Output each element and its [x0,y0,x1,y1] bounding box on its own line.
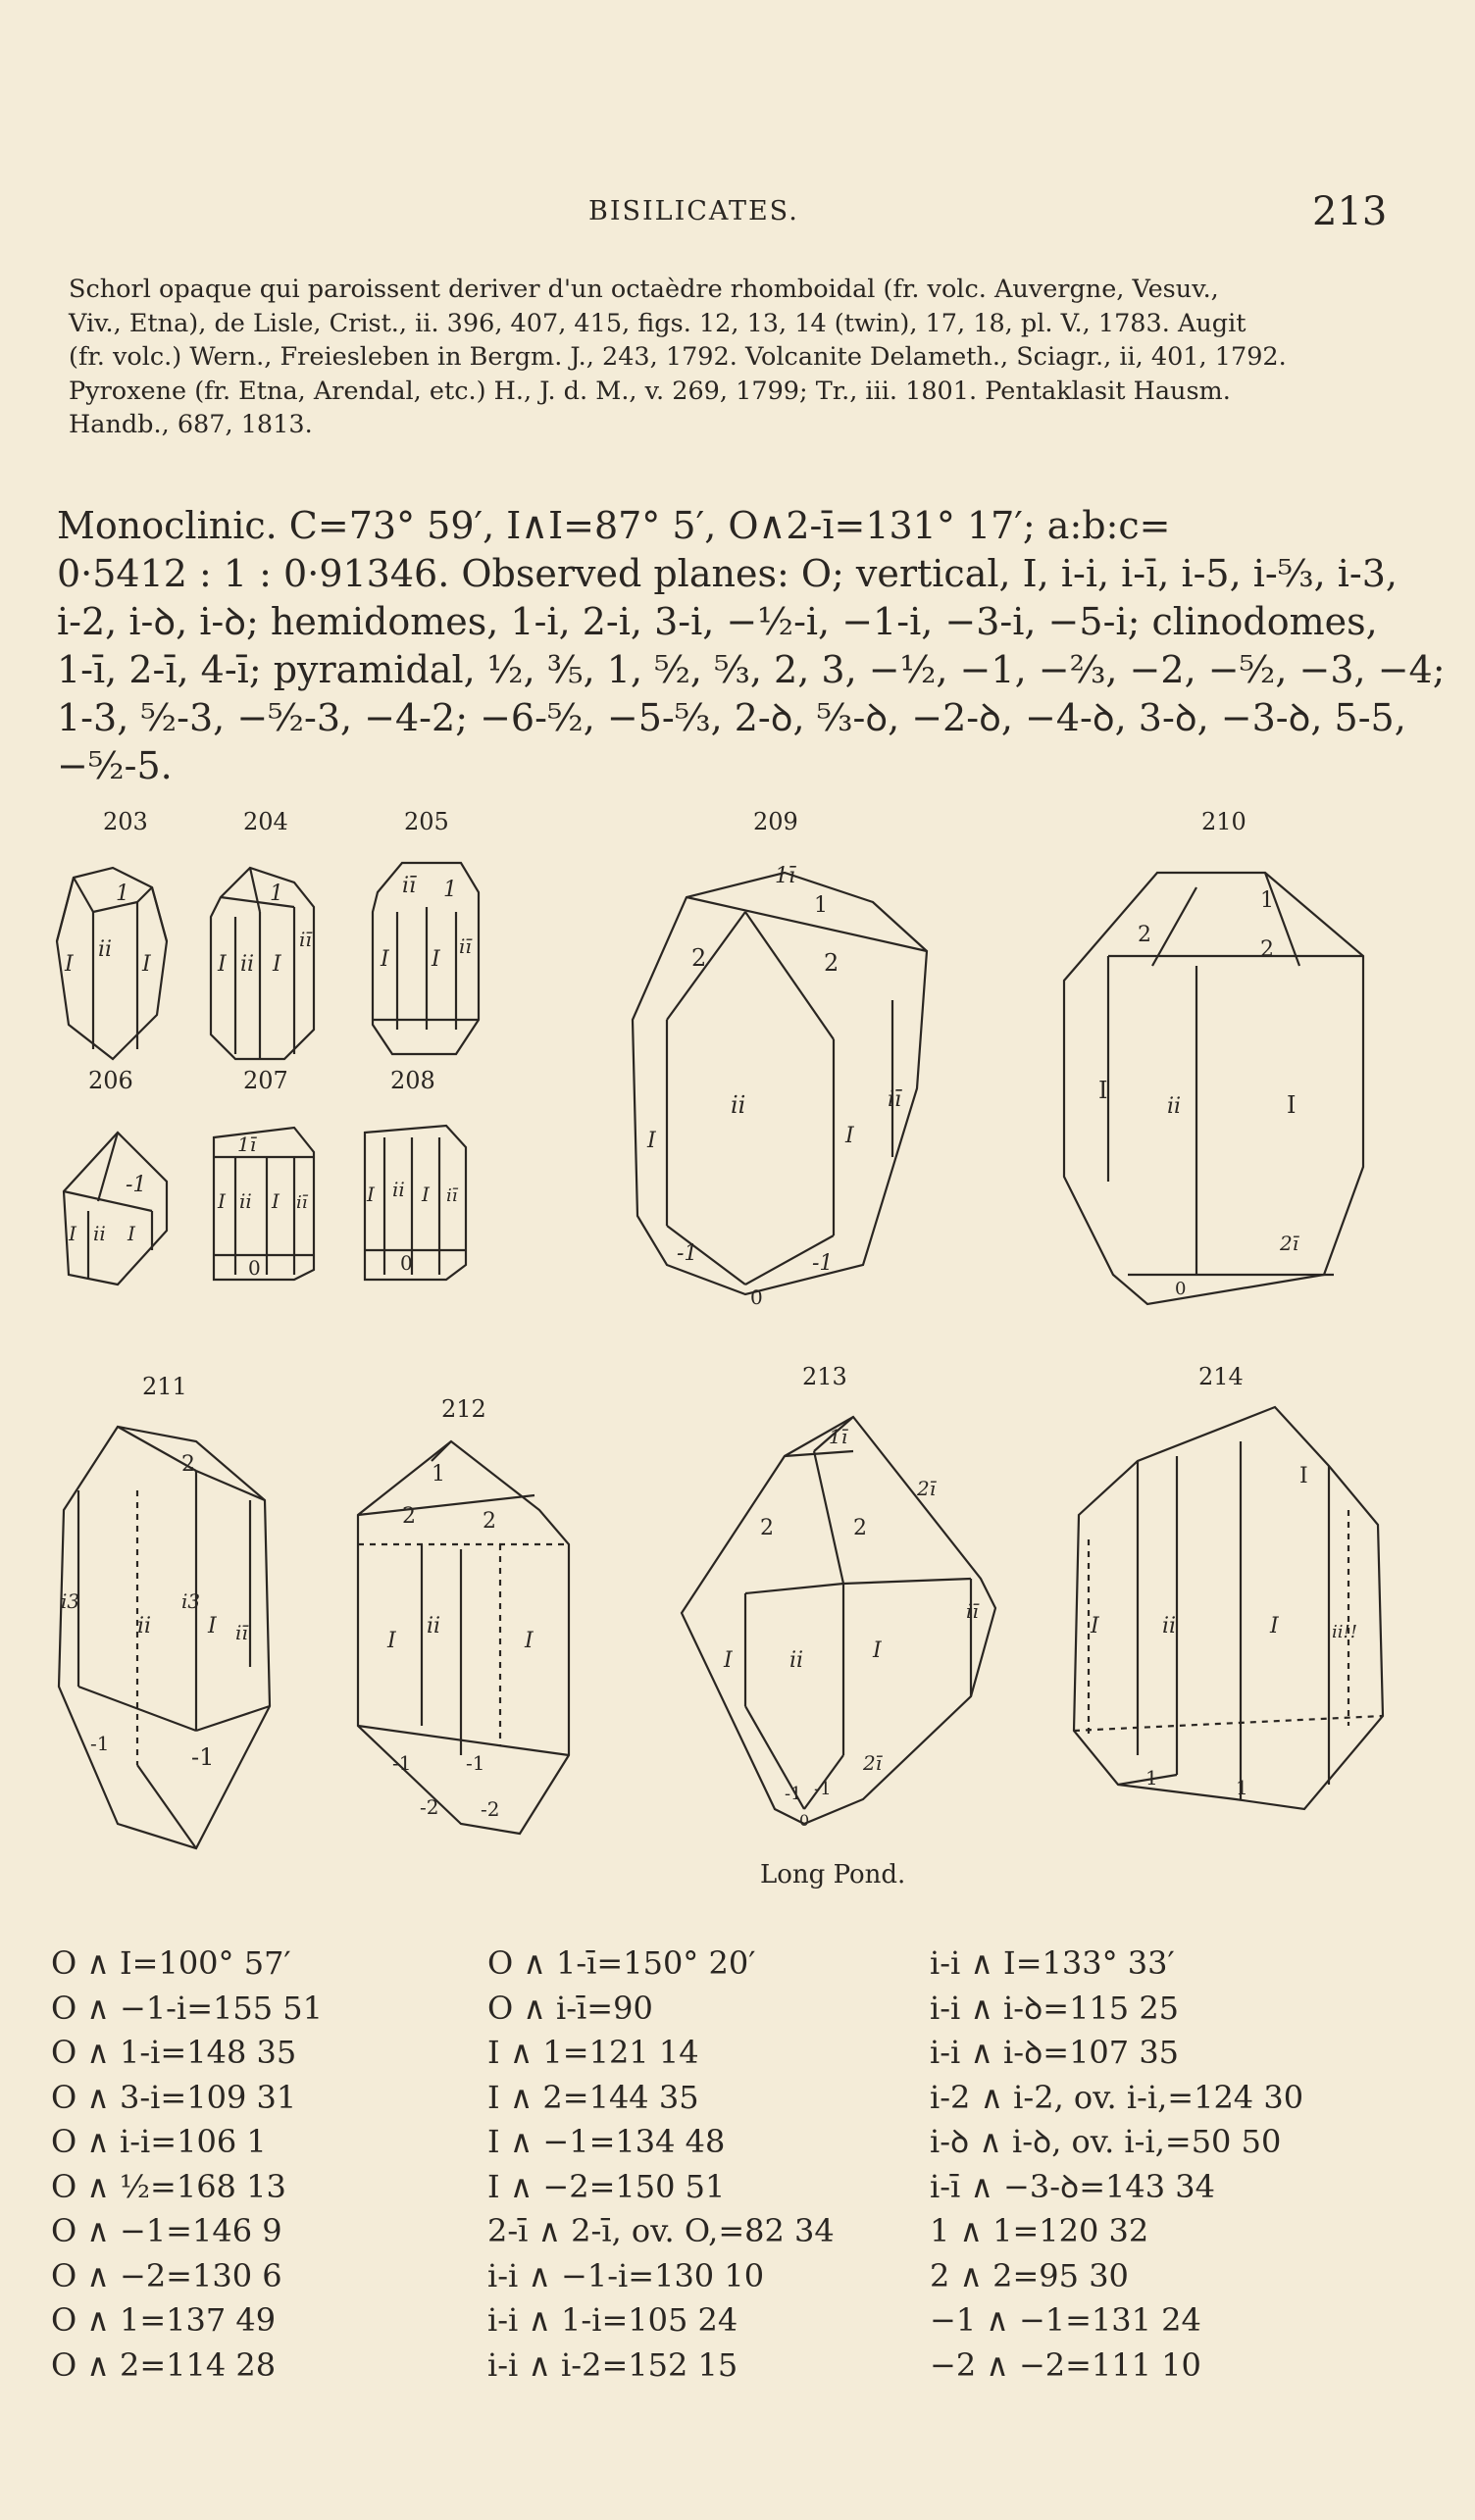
face-label: I [1270,1614,1279,1638]
angle-row: i-ī ∧ −3-ꝺ=143 34 [930,2167,1215,2205]
figure-204 [211,808,314,1059]
face-label: I [218,952,227,977]
figure-212 [358,1395,569,1834]
mono-line: 0·5412 : 1 : 0·91346. Observed planes: O; vertical, I, i-i, i-ī, i-5, i-⁵⁄₃, i-3, [57,552,1398,595]
face-label: -1 [392,1751,412,1775]
face-label: I [647,1129,656,1153]
angle-row: 1 ∧ 1=120 32 [930,2212,1149,2249]
face-label: -1 [126,1173,147,1197]
face-label: i3 [181,1589,201,1613]
angle-row: i-i ∧ i-ꝺ=107 35 [930,2034,1180,2071]
angle-row: O ∧ 3-i=109 31 [51,2078,297,2116]
intro-line: (fr. volc.) Wern., Freiesleben in Bergm. J., 243, 1792. Volcanite Delameth., Sciagr., ii, 401, 1792. [69,342,1287,372]
figure-213 [682,1363,995,1890]
face-label: 0 [1175,1279,1187,1299]
face-label: 1 [116,882,129,906]
face-label: I [1287,1091,1297,1119]
figure-number: 210 [1201,808,1246,835]
face-label: ii [392,1178,405,1201]
figure-209 [633,808,927,1309]
face-label: I [272,1189,280,1213]
page-number: 213 [1312,189,1388,234]
face-label: iī [402,874,417,898]
face-label: I [142,952,151,977]
intro-line: Viv., Etna), de Lisle, Crist., ii. 396, 407, 415, figs. 12, 13, 14 (twin), 17, 18, pl. V., 1783. Augit [69,308,1246,338]
figure-203 [57,808,167,1059]
face-label: 1 [443,878,457,902]
figure-206 [64,1067,167,1285]
face-label: I [208,1614,217,1638]
face-label: 2 [691,944,707,972]
figure-207 [214,1067,314,1280]
angle-row: I ∧ −1=134 48 [487,2123,726,2160]
face-label: 2 [181,1452,195,1477]
face-label: I [432,947,440,972]
face-label: ii [1167,1094,1182,1119]
face-label: iī [235,1621,248,1644]
face-label: 2ī [917,1477,937,1500]
angle-row: 2 ∧ 2=95 30 [930,2256,1129,2294]
angle-row: O ∧ ½=168 13 [51,2167,286,2205]
face-label: I [845,1124,854,1148]
angle-row: O ∧ 1-i=148 35 [51,2034,297,2071]
figure-210 [1064,808,1363,1304]
face-label: 1 [1260,888,1274,913]
angle-row: O ∧ 1-ī=150° 20′ [487,1944,756,1982]
angle-row: i-2 ∧ i-2, ov. i-i,=124 30 [930,2078,1304,2116]
figure-number: 208 [390,1067,435,1094]
mono-line: Monoclinic. C=73° 59′, I∧I=87° 5′, O∧2-ī=131° 17′; a:b:c= [57,504,1171,547]
angle-row: i-i ∧ 1-i=105 24 [487,2301,738,2339]
face-label: 1ī [829,1425,848,1448]
face-label: 2 [853,1516,867,1540]
angle-row: i-ꝺ ∧ i-ꝺ, ov. i-i,=50 50 [930,2123,1282,2160]
face-label: 2 [402,1504,416,1529]
intro-line: Schorl opaque qui paroissent deriver d'un octaèdre rhomboidal (fr. volc. Auvergne, Vesuv., [69,275,1219,304]
face-label: -1 [677,1241,698,1266]
face-label: I [525,1629,534,1653]
face-label: ii [93,1222,106,1245]
face-label: I [381,947,389,972]
face-label: ii [1162,1614,1177,1638]
face-label: 2 [760,1516,774,1540]
face-label: -1 [785,1784,802,1804]
figure-number: 212 [441,1395,486,1423]
face-label: iī [459,934,472,958]
face-label: iī [888,1087,902,1112]
figure-208 [365,1067,466,1280]
face-label: 0 [750,1285,763,1309]
figure-205 [373,808,479,1054]
angle-row: O ∧ 2=114 28 [51,2345,277,2384]
angle-row: 2-ī ∧ 2-ī, ov. O,=82 34 [487,2212,835,2249]
face-label: I [367,1183,375,1206]
face-label: 1ī [775,864,796,888]
face-label: I [422,1183,430,1206]
angle-row: I ∧ 2=144 35 [487,2078,699,2116]
face-label: -1 [90,1732,110,1755]
angle-row: i-i ∧ i-ꝺ=115 25 [930,1989,1180,2027]
face-label: iī [966,1599,979,1623]
face-label: I [69,1222,76,1245]
face-label: 1 [814,893,828,918]
face-label: i3 [61,1589,80,1613]
face-label: 0 [799,1811,810,1830]
face-label: ii [240,952,255,977]
running-head: BISILICATES. [588,196,799,227]
mono-line: −⁵⁄₂-5. [57,744,173,787]
intro-line: Handb., 687, 1813. [69,410,313,439]
face-label: 0 [248,1256,261,1280]
angle-row: i-i ∧ i-2=152 15 [487,2345,738,2384]
angle-row: i-i ∧ −1-i=130 10 [487,2256,765,2294]
mono-line: 1-ī, 2-ī, 4-ī; pyramidal, ½, ⅗, 1, ⁵⁄₂, ⁵⁄₃, 2, 3, −½, −1, −⅔, −2, −⁵⁄₂, −3, −4; [57,648,1446,691]
face-label: I [387,1629,396,1653]
figure-caption: Long Pond. [760,1860,906,1890]
face-label: -1 [814,1779,832,1799]
face-label: ii!! [1332,1622,1357,1642]
face-label: 1ī [237,1133,257,1156]
face-label: -1 [812,1251,834,1276]
angle-row: I ∧ 1=121 14 [487,2034,699,2071]
figure-211 [59,1373,270,1848]
figure-number: 207 [243,1067,288,1094]
angle-row: i-i ∧ I=133° 33′ [930,1944,1175,1982]
face-label: 2 [1138,923,1151,947]
figure-number: 205 [404,808,449,835]
face-label: I [218,1189,226,1213]
face-label: ii [137,1614,152,1638]
figure-number: 214 [1198,1363,1244,1390]
face-label: -1 [466,1751,485,1775]
figure-number: 209 [753,808,798,835]
face-label: -2 [420,1795,439,1819]
angle-row: O ∧ I=100° 57′ [51,1944,291,1982]
face-label: ii [98,937,113,962]
face-label: I [1091,1614,1099,1638]
figure-number: 211 [142,1373,187,1400]
face-label: ii [239,1189,252,1213]
angle-row: O ∧ i-ī=90 [487,1989,653,2027]
face-label: 1 [1236,1776,1248,1799]
angle-row: −1 ∧ −1=131 24 [930,2301,1201,2339]
face-label: ii [731,1091,746,1119]
figure-number: 213 [802,1363,847,1390]
face-label: iī [446,1185,458,1206]
face-label: I [873,1638,882,1663]
face-label: I [1299,1464,1308,1488]
face-label: 2 [1260,937,1274,962]
angle-row: I ∧ −2=150 51 [487,2167,726,2205]
angle-row: O ∧ −1-i=155 51 [51,1989,323,2027]
face-label: 1 [1145,1766,1158,1789]
face-label: ii [789,1648,804,1673]
face-label: 2 [824,949,839,977]
face-label: -1 [191,1743,215,1771]
mono-line: i-2, i-ꝺ, i-ꝺ; hemidomes, 1-i, 2-i, 3-i, −½-i, −1-i, −3-i, −5-i; clinodomes, [57,600,1378,643]
face-label: I [127,1222,135,1245]
angle-row: O ∧ 1=137 49 [51,2301,277,2339]
face-label: I [273,952,281,977]
face-label: iī [296,1192,308,1213]
face-label: I [65,952,74,977]
face-label: -2 [481,1797,500,1821]
face-label: I [724,1648,733,1673]
face-label: 0 [400,1251,413,1275]
figure-number: 206 [88,1067,133,1094]
angles-column-2 [487,1941,835,2388]
face-label: 2ī [1280,1232,1299,1255]
angle-row: O ∧ −2=130 6 [51,2256,282,2294]
angles-column-3 [930,1941,1303,2388]
face-label: 2 [483,1509,496,1534]
figure-214 [1074,1363,1383,1809]
angle-row: O ∧ i-i=106 1 [51,2123,267,2160]
figure-number: 203 [103,808,148,835]
face-label: 2ī [863,1751,883,1775]
face-label: 1 [432,1462,445,1487]
face-label: 1 [270,882,283,906]
face-label: iī [299,928,312,951]
face-label: I [1098,1077,1108,1104]
face-label: ii [427,1614,441,1638]
angle-row: −2 ∧ −2=111 10 [930,2345,1201,2384]
angle-row: O ∧ −1=146 9 [51,2212,282,2249]
mono-line: 1-3, ⁵⁄₂-3, −⁵⁄₂-3, −4-2; −6-⁵⁄₂, −5-⁵⁄₃, 2-ꝺ, ⁵⁄₃-ꝺ, −2-ꝺ, −4-ꝺ, 3-ꝺ, −3-ꝺ, 5-5, [57,696,1406,739]
intro-line: Pyroxene (fr. Etna, Arendal, etc.) H., J. d. M., v. 269, 1799; Tr., iii. 1801. Pentaklasit Hausm. [69,376,1231,406]
figure-number: 204 [243,808,288,835]
angles-column-1 [51,1941,323,2388]
